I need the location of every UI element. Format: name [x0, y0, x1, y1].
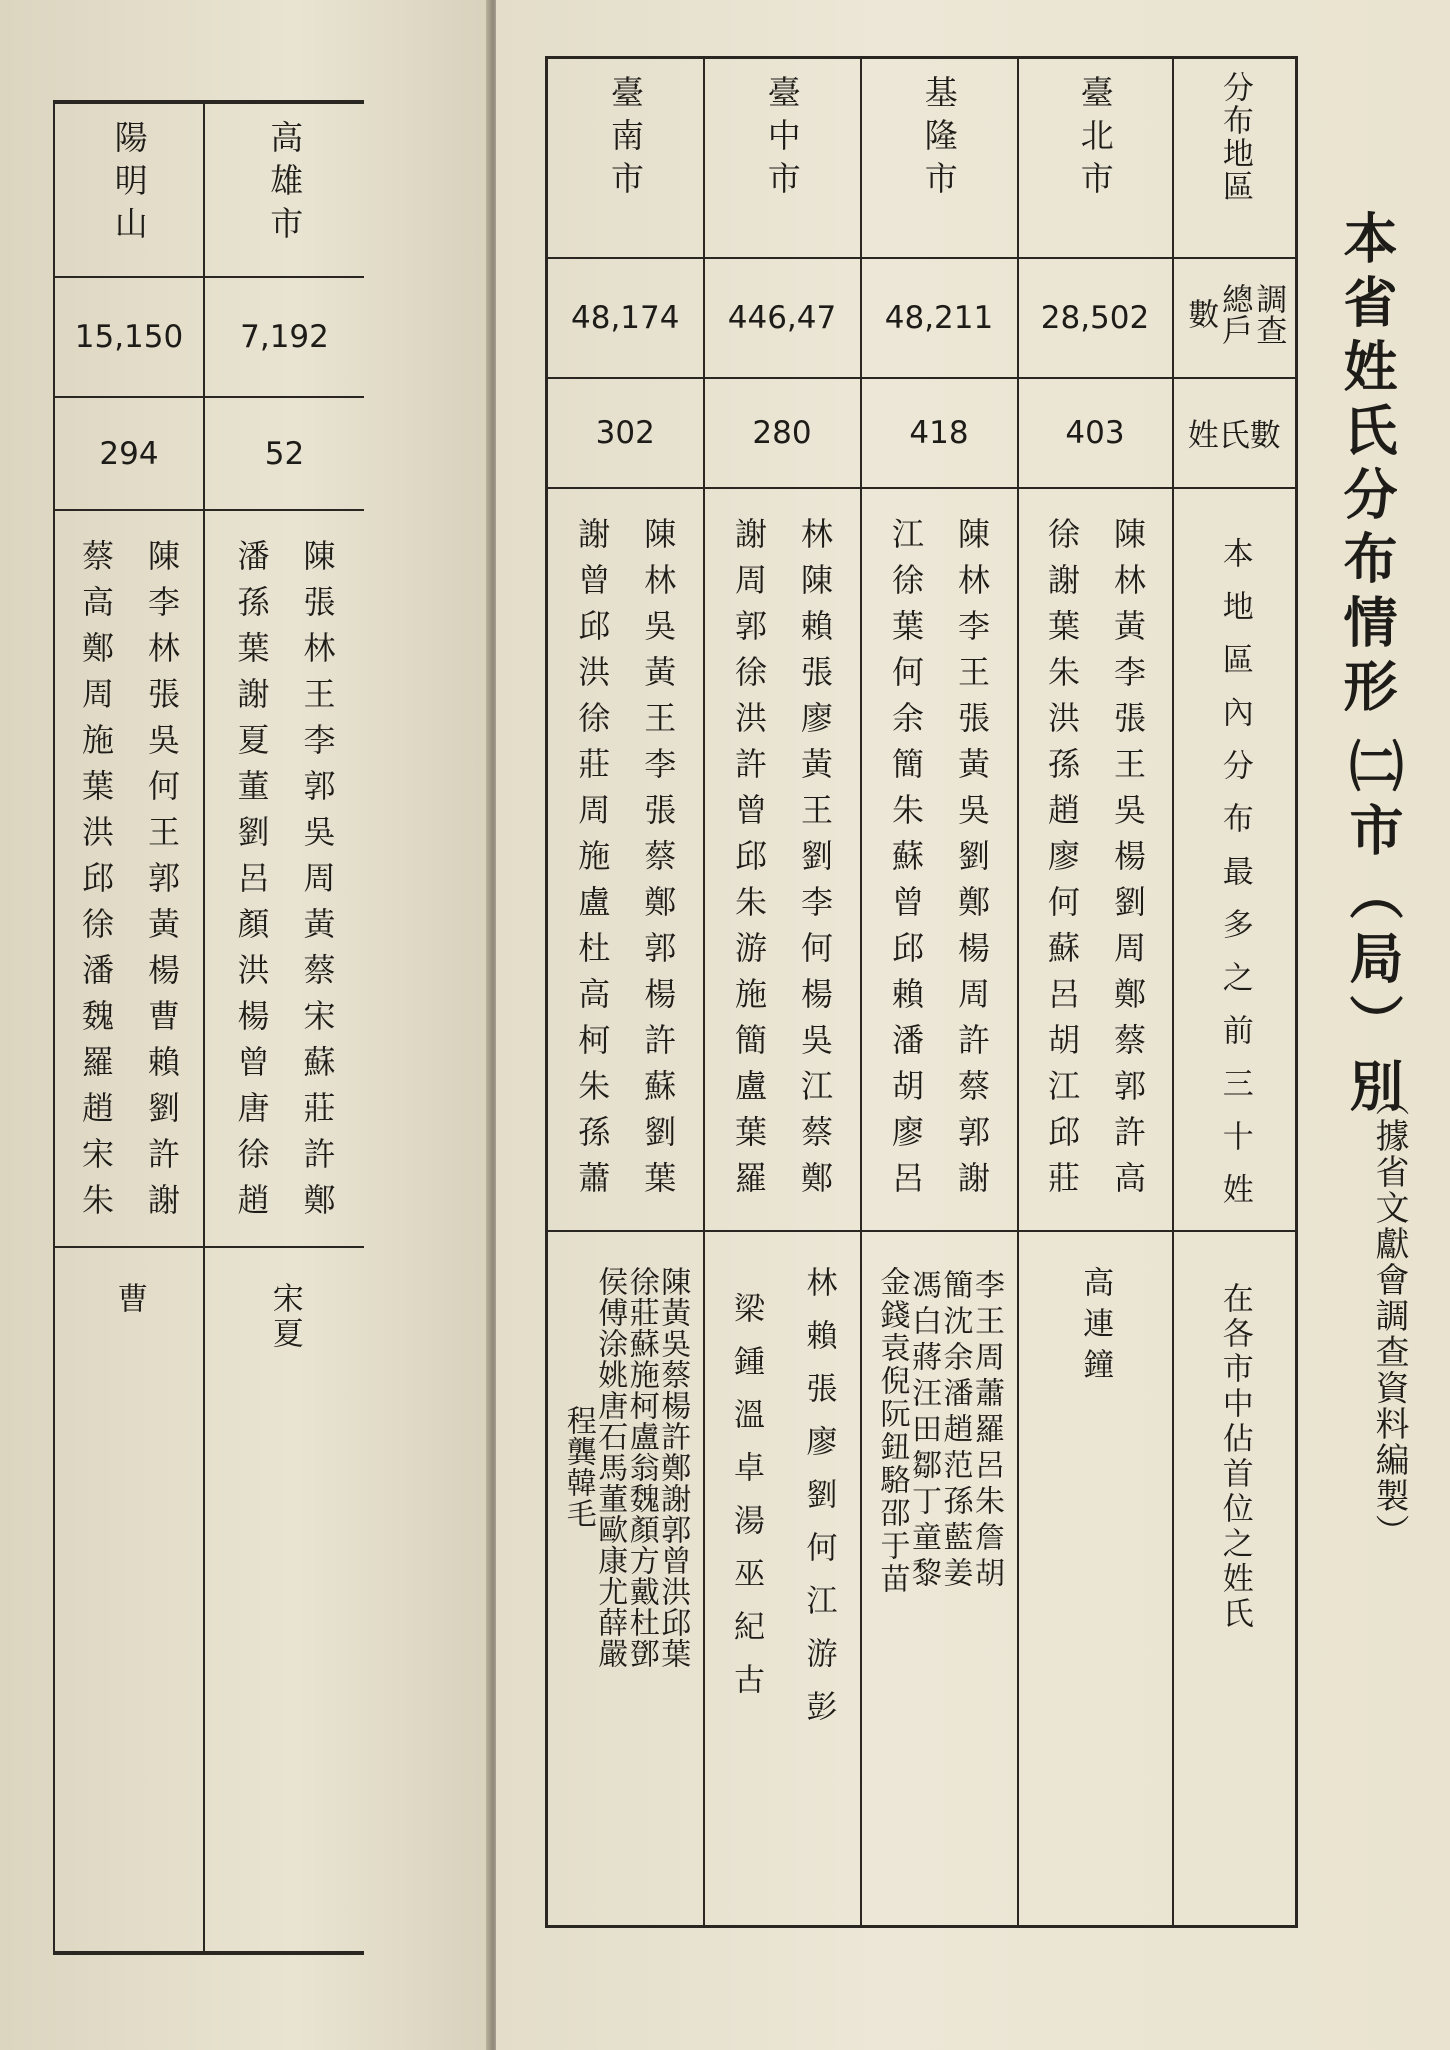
- top30-column: 謝曾邱洪徐莊周施盧杜高柯朱孫蕭: [573, 516, 612, 1207]
- households-tainan: 48,174: [547, 258, 704, 378]
- label-first-place: 在各市中佔首位之姓氏: [1173, 1231, 1297, 1927]
- households-keelung: 48,211: [861, 258, 1018, 378]
- area-header-yangmingshan: 陽明山: [54, 102, 204, 277]
- surname-count-tainan: 302: [547, 378, 704, 488]
- top30-column: 陳林黃李張王吳楊劉周鄭蔡郭許高: [1109, 516, 1147, 1207]
- top30-column: 徐謝葉朱洪孫趙廖何蘇呂胡江邱莊: [1043, 516, 1081, 1207]
- surname-count-kaohsiung: 52: [204, 397, 364, 510]
- first-place-tainan: [547, 1231, 704, 1927]
- first-place-column: 徐莊蘇施柯盧翁魏顏方戴杜鄧: [623, 1265, 659, 1669]
- surname-count-taichung: 280: [704, 378, 861, 488]
- section-title: ㈡市（局）別: [1341, 738, 1405, 1122]
- first-place-column: 陳黃吳蔡楊許鄭謝郭曾洪邱葉: [655, 1265, 691, 1669]
- first-place-column: 梁鍾溫卓湯巫紀古: [728, 1292, 764, 1716]
- first-place-taichung: [704, 1231, 861, 1927]
- top30-column: 江徐葉何余簡朱蘇曾邱賴潘胡廖呂: [887, 516, 925, 1207]
- first-place-column: 簡沈余潘趙范孫藍姜: [937, 1268, 973, 1593]
- label-top30: 本地區內分布最多之前三十姓: [1173, 488, 1297, 1231]
- label-households: 調查總戶數: [1173, 258, 1297, 378]
- top30-column: 林陳賴張廖黃王劉李何楊吳江蔡鄭: [796, 516, 834, 1207]
- first-place-yangmingshan: [54, 1247, 204, 1953]
- top30-yangmingshan: [54, 510, 204, 1247]
- households-yangmingshan: 15,150: [54, 277, 204, 397]
- first-place-column: 林賴張廖劉何江游彭: [800, 1265, 837, 1743]
- area-header-keelung: 基隆市: [861, 58, 1018, 258]
- households-kaohsiung: 7,192: [204, 277, 364, 397]
- first-place-keelung: [861, 1231, 1018, 1927]
- left-surname-table: [53, 100, 364, 1955]
- right-surname-table: [545, 56, 1298, 1928]
- area-header-kaohsiung: 高雄市: [204, 102, 364, 277]
- top30-kaohsiung: [204, 510, 364, 1247]
- first-place-column: 侯傅涂姚唐石馬董歐康尤薛嚴: [592, 1265, 628, 1669]
- first-place-column: 曹: [111, 1282, 148, 1317]
- area-header-tainan: 臺南市: [547, 58, 704, 258]
- label-area: 分布地區: [1173, 58, 1297, 258]
- first-place-taipei: [1018, 1231, 1173, 1927]
- top30-column: 陳林吳黃王李張蔡鄭郭楊許蘇劉葉: [639, 516, 678, 1207]
- top30-column: 陳林李王張黃吳劉鄭楊周許蔡郭謝: [953, 516, 991, 1207]
- surname-count-keelung: 418: [861, 378, 1018, 488]
- area-header-taichung: 臺中市: [704, 58, 861, 258]
- top30-column: 陳李林張吳何王郭黃楊曹賴劉許謝: [143, 539, 181, 1229]
- surname-count-yangmingshan: 294: [54, 397, 204, 510]
- source-note: （據省文獻會調查資料編製）: [1369, 1082, 1409, 1550]
- top30-column: 謝周郭徐洪許曾邱朱游施簡盧葉羅: [730, 516, 768, 1207]
- top30-column: 潘孫葉謝夏董劉呂顏洪楊曾唐徐趙: [232, 539, 271, 1229]
- first-place-column: 高連鐘: [1077, 1265, 1114, 1389]
- households-taichung: 446,47: [704, 258, 861, 378]
- top30-taichung: [704, 488, 861, 1231]
- area-header-taipei: 臺北市: [1018, 58, 1173, 258]
- households-taipei: 28,502: [1018, 258, 1173, 378]
- label-surname-count: 姓氏數: [1173, 378, 1297, 488]
- page-title: 本省姓氏分布情形: [1335, 210, 1399, 722]
- first-place-column: 程龔韓毛: [560, 1405, 596, 1529]
- top30-keelung: [861, 488, 1018, 1231]
- surname-count-taipei: 403: [1018, 378, 1173, 488]
- top30-column: 蔡高鄭周施葉洪邱徐潘魏羅趙宋朱: [77, 539, 115, 1229]
- top30-tainan: [547, 488, 704, 1231]
- first-place-column: 李王周蕭羅呂朱詹胡: [969, 1268, 1004, 1593]
- top30-taipei: [1018, 488, 1173, 1231]
- first-place-column: 馮白蔣汪田鄒丁童黎: [906, 1268, 941, 1593]
- first-place-column: 金錢袁倪阮鈕駱邵于苗: [874, 1265, 910, 1596]
- first-place-column: 宋夏: [266, 1282, 303, 1352]
- first-place-kaohsiung: [204, 1247, 364, 1953]
- top30-column: 陳張林王李郭吳周黃蔡宋蘇莊許鄭: [298, 539, 337, 1229]
